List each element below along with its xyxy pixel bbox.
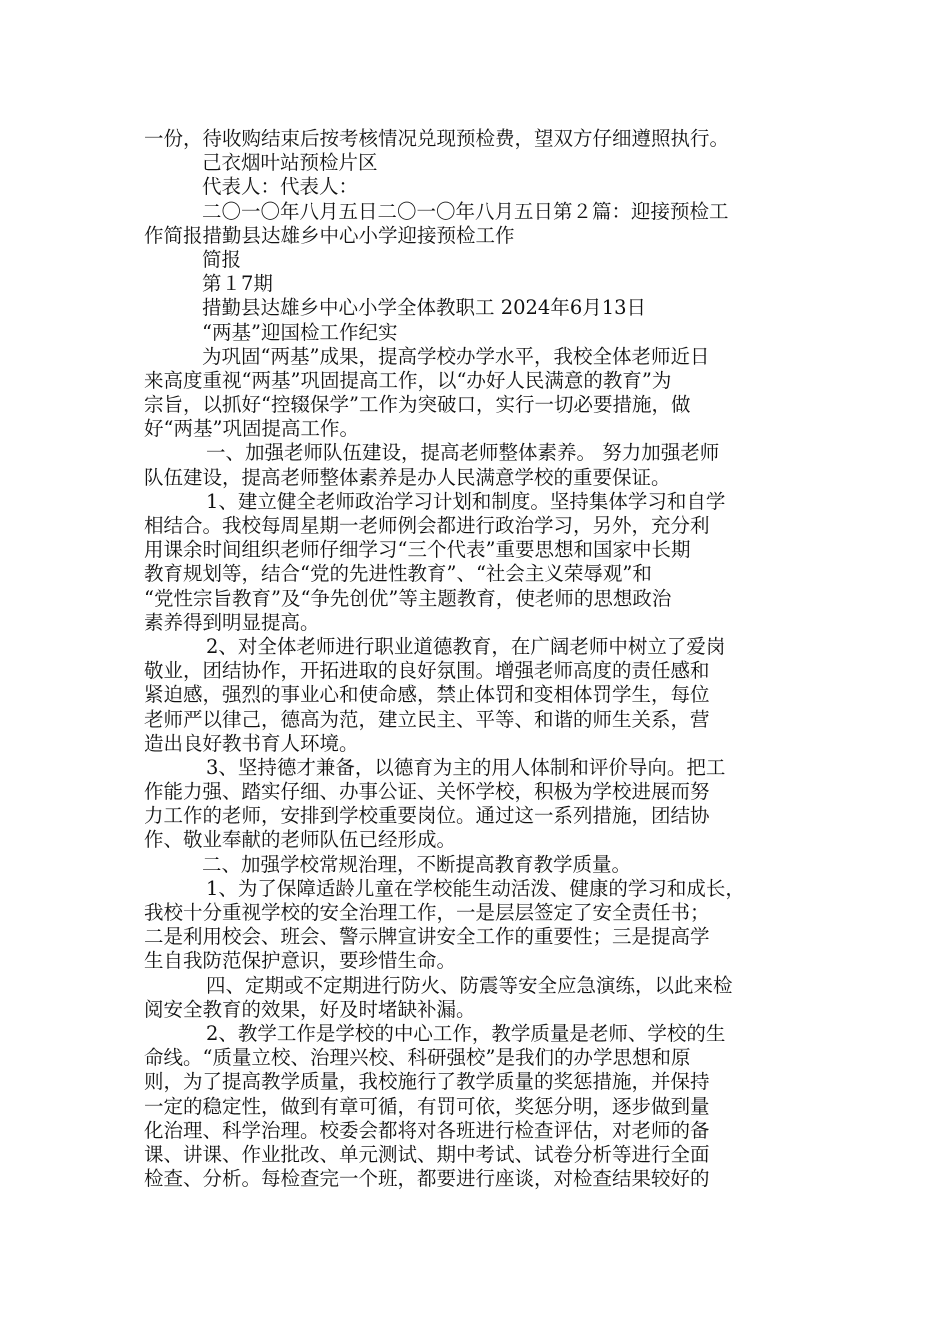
text-line: 一、加强老师队伍建设，提高老师整体素养。 努力加强老师 <box>206 441 720 465</box>
text-line: 队伍建设，提高老师整体素养是办人民满意学校的重要保证。 <box>144 465 671 489</box>
text-line: 二是利用校会、班会、警示牌宣讲安全工作的重要性；三是提高学 <box>144 925 710 949</box>
text-line: 为巩固“两基”成果，提高学校办学水平，我校全体老师近日 <box>202 344 710 368</box>
text-line: 则，为了提高教学质量，我校施行了教学质量的奖惩措施，并保持 <box>144 1070 710 1094</box>
text-line: 好“两基”巩固提高工作。 <box>144 417 359 441</box>
text-line: 老师严以律己，德高为范，建立民主、平等、和谐的师生关系，营 <box>144 707 710 731</box>
text-line: 化治理、科学治理。校委会都将对各班进行检查评估，对老师的备 <box>144 1118 710 1142</box>
text-line: 1、建立健全老师政治学习计划和制度。坚持集体学习和自学 <box>206 489 726 513</box>
text-line: 紧迫感，强烈的事业心和使命感，禁止体罚和变相体罚学生，每位 <box>144 683 710 707</box>
text-line: 我校十分重视学校的安全治理工作，一是层层签定了安全责任书； <box>144 901 710 924</box>
text-line: 作能力强、踏实仔细、办事公证、关怀学校，积极为学校进展而努 <box>144 780 710 804</box>
text-line: 宗旨，以抓好“控辍保学”工作为突破口，实行一切必要措施，做 <box>144 393 691 417</box>
text-line: 3、坚持德才兼备，以德育为主的用人体制和评价导向。把工 <box>206 755 726 779</box>
text-line: 来高度重视“两基”巩固提高工作，以“办好人民满意的教育”为 <box>144 368 672 392</box>
text-line: 检查、分析。每检查完一个班，都要进行座谈，对检查结果较好的 <box>144 1167 710 1191</box>
text-line: 2、对全体老师进行职业道德教育，在广阔老师中树立了爱岗 <box>206 634 726 658</box>
text-line: 第１7期 <box>202 272 273 296</box>
text-line: 阅安全教育的效果，好及时堵缺补漏。 <box>144 997 476 1021</box>
text-line: “两基”迎国检工作纪实 <box>202 320 398 344</box>
text-line: 一份，待收购结束后按考核情况兑现预检费，望双方仔细遵照执行。 <box>144 127 730 150</box>
text-line: 代表人：代表人： <box>202 175 359 199</box>
text-line: 己衣烟叶站预检片区 <box>202 151 378 175</box>
text-line: 命线。“质量立校、治理兴校、科研强校”是我们的办学思想和原 <box>144 1046 691 1070</box>
text-line: 敬业，团结协作，开拓进取的良好氛围。增强老师高度的责任感和 <box>144 659 710 683</box>
text-line: 1、为了保障适龄儿童在学校能生动活泼、健康的学习和成长， <box>206 876 745 900</box>
text-line: 教育规划等，结合“党的先进性教育”、“社会主义荣辱观”和 <box>144 562 652 586</box>
text-line: 造出良好教书育人环境。 <box>144 731 359 755</box>
text-line: “党性宗旨教育”及“争先创优”等主题教育，使老师的思想政治 <box>144 586 672 610</box>
text-line: 用课余时间组织老师仔细学习“三个代表”重要思想和国家中长期 <box>144 538 691 562</box>
text-line: 2、教学工作是学校的中心工作，教学质量是老师、学校的生 <box>206 1021 726 1045</box>
text-line: 作、敬业奉献的老师队伍已经形成。 <box>144 828 457 852</box>
text-line: 相结合。我校每周星期一老师例会都进行政治学习，另外，充分利 <box>144 514 710 537</box>
text-line: 生自我防范保护意识，要珍惜生命。 <box>144 949 457 973</box>
text-line: 四、定期或不定期进行防火、防震等安全应急演练，以此来检 <box>206 973 733 997</box>
text-line: 力工作的老师，安排到学校重要岗位。通过这一系列措施，团结协 <box>144 804 710 828</box>
text-line: 简报 <box>202 247 242 271</box>
text-line: 二、加强学校常规治理，不断提高教育教学质量。 <box>202 852 632 876</box>
text-line: 素养得到明显提高。 <box>144 610 320 634</box>
text-line: 课、讲课、作业批改、单元测试、期中考试、试卷分析等进行全面 <box>144 1142 710 1166</box>
text-line: 作简报措勤县达雄乡中心小学迎接预检工作 <box>144 223 515 247</box>
text-line: 一定的稳定性，做到有章可循，有罚可依，奖惩分明，逐步做到量 <box>144 1094 710 1118</box>
text-line: 措勤县达雄乡中心小学全体教职工 2024年6月13日 <box>202 296 647 320</box>
text-line: 二〇一〇年八月五日二〇一〇年八月五日第２篇：迎接预检工 <box>202 199 729 223</box>
